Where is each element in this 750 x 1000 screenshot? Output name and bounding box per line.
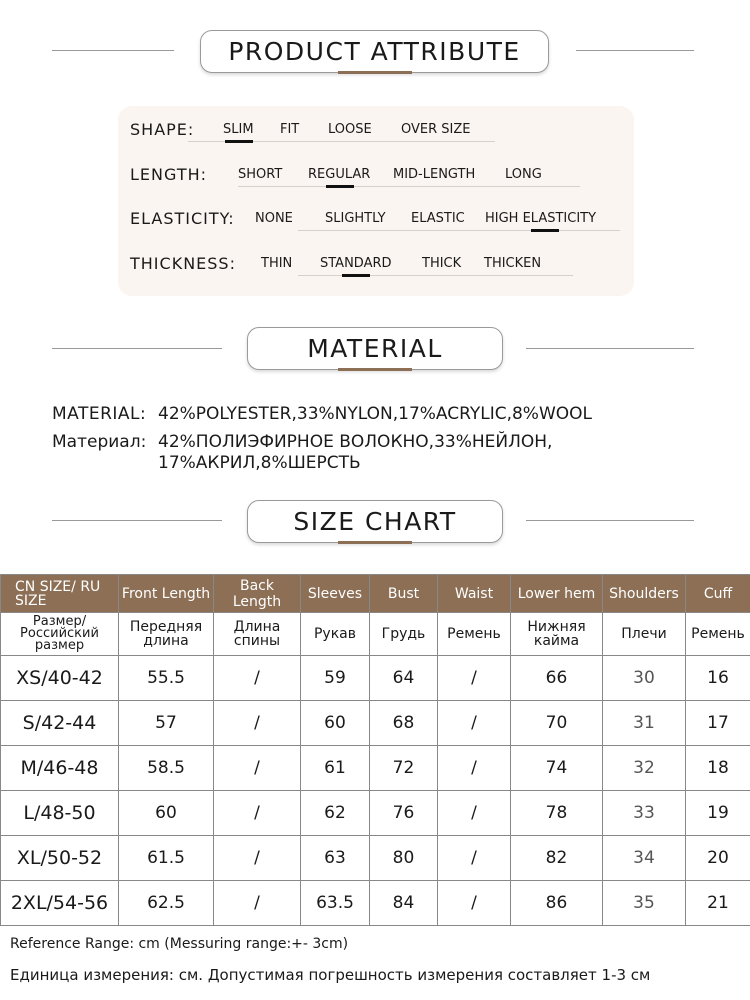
column-header: Front Length (119, 575, 214, 613)
column-header: Waist (438, 575, 511, 613)
table-cell: 62.5 (119, 881, 214, 926)
table-row (1, 791, 750, 836)
divider (526, 520, 694, 521)
attribute-option: OVER SIZE (401, 122, 471, 137)
table-cell: 66 (511, 656, 603, 701)
attribute-option: REGULAR (308, 167, 371, 182)
section-title-material (247, 327, 503, 370)
column-header: Bust (370, 575, 438, 613)
divider (52, 348, 222, 349)
attribute-option: MID-LENGTH (393, 167, 476, 182)
table-cell: 32 (603, 746, 686, 791)
attribute-option: SHORT (238, 167, 283, 182)
table-cell: 61 (301, 746, 370, 791)
attribute-line (298, 230, 620, 231)
attribute-option: ELASTIC (411, 211, 465, 226)
selected-indicator (531, 229, 559, 232)
divider (52, 520, 222, 521)
material-en-label: MATERIAL: (52, 404, 147, 424)
table-cell: 35 (603, 881, 686, 926)
title-accent-bar (338, 71, 412, 74)
table-cell: 84 (370, 881, 438, 926)
section-title-text: MATERIAL (307, 334, 443, 363)
attribute-panel (118, 106, 634, 296)
title-accent-bar (338, 541, 412, 544)
table-cell: XS/40-42 (1, 656, 119, 701)
table-cell: 16 (686, 656, 750, 701)
table-cell: 31 (603, 701, 686, 746)
divider (52, 50, 174, 51)
header-row-en (1, 575, 750, 613)
material-ru-value: 17%АКРИЛ,8%ШЕРСТЬ (158, 453, 361, 473)
table-cell: 63 (301, 836, 370, 881)
attribute-option: NONE (255, 211, 293, 226)
material-ru-value: 42%ПОЛИЭФИРНОЕ ВОЛОКНО,33%НЕЙЛОН, (158, 432, 553, 452)
divider (526, 348, 694, 349)
attribute-option: THICK (422, 256, 462, 271)
table-cell: S/42-44 (1, 701, 119, 746)
table-cell: 70 (511, 701, 603, 746)
table-cell: / (438, 701, 511, 746)
column-header-ru: Грудь (370, 613, 438, 656)
table-cell: 58.5 (119, 746, 214, 791)
column-header-ru: Передняя длина (119, 613, 214, 656)
table-cell: 34 (603, 836, 686, 881)
table-cell: 74 (511, 746, 603, 791)
table-cell: / (438, 791, 511, 836)
table-cell: / (438, 881, 511, 926)
table-cell: L/48-50 (1, 791, 119, 836)
table-cell: 18 (686, 746, 750, 791)
material-en-value: 42%POLYESTER,33%NYLON,17%ACRYLIC,8%WOOL (158, 404, 593, 424)
table-cell: 68 (370, 701, 438, 746)
column-header-ru: Ремень (438, 613, 511, 656)
section-title-text: PRODUCT ATTRIBUTE (228, 37, 521, 66)
table-cell: / (214, 836, 301, 881)
column-header-ru: Размер/ Российский размер (1, 613, 119, 656)
table-cell: 19 (686, 791, 750, 836)
table-cell: / (438, 656, 511, 701)
table-cell: / (214, 656, 301, 701)
column-header-ru: Ремень (686, 613, 750, 656)
column-header: Lower hem (511, 575, 603, 613)
selected-indicator (342, 274, 370, 277)
table-cell: 60 (119, 791, 214, 836)
attribute-option: HIGH ELASTICITY (485, 211, 597, 226)
attribute-line (298, 275, 573, 276)
attribute-option: SLIGHTLY (325, 211, 386, 226)
table-cell: 55.5 (119, 656, 214, 701)
attribute-label: LENGTH: (130, 165, 208, 184)
column-header-ru: Плечи (603, 613, 686, 656)
table-cell: / (214, 746, 301, 791)
attribute-label: THICKNESS: (130, 254, 236, 273)
header-row-ru (1, 613, 750, 656)
table-cell: 33 (603, 791, 686, 836)
section-title-size-chart (247, 500, 503, 543)
column-header-ru: Длина спины (214, 613, 301, 656)
material-ru-label: Материал: (52, 432, 147, 452)
table-cell: 82 (511, 836, 603, 881)
table-row (1, 701, 750, 746)
table-cell: 60 (301, 701, 370, 746)
table-row (1, 746, 750, 791)
column-header: CN SIZE/ RU SIZE (1, 575, 119, 613)
table-cell: 21 (686, 881, 750, 926)
attribute-option: THIN (261, 256, 293, 271)
section-title-text: SIZE CHART (293, 507, 457, 536)
selected-indicator (225, 140, 253, 143)
attribute-label: ELASTICITY: (130, 209, 235, 228)
attribute-option: LOOSE (328, 122, 372, 137)
table-cell: / (438, 836, 511, 881)
table-cell: 64 (370, 656, 438, 701)
table-cell: 57 (119, 701, 214, 746)
table-cell: / (214, 791, 301, 836)
attribute-line (238, 186, 580, 187)
table-cell: / (214, 701, 301, 746)
table-cell: 30 (603, 656, 686, 701)
column-header: Sleeves (301, 575, 370, 613)
table-cell: 80 (370, 836, 438, 881)
attribute-label: SHAPE: (130, 120, 195, 139)
column-header-ru: Нижняя кайма (511, 613, 603, 656)
size-chart-table (0, 574, 750, 926)
table-cell: 86 (511, 881, 603, 926)
attribute-option: FIT (280, 122, 300, 137)
table-row (1, 836, 750, 881)
table-cell: 17 (686, 701, 750, 746)
table-cell: 20 (686, 836, 750, 881)
table-cell: 63.5 (301, 881, 370, 926)
table-cell: M/46-48 (1, 746, 119, 791)
column-header: Shoulders (603, 575, 686, 613)
column-header-ru: Рукав (301, 613, 370, 656)
column-header: Cuff (686, 575, 750, 613)
attribute-option: LONG (505, 167, 542, 182)
column-header: Back Length (214, 575, 301, 613)
table-cell: 76 (370, 791, 438, 836)
attribute-option: STANDARD (320, 256, 392, 271)
footer-reference-ru: Единица измерения: см. Допустимая погрешность измерения составляет 1-3 см (10, 966, 651, 984)
selected-indicator (326, 185, 354, 188)
section-title-attribute (200, 30, 549, 73)
table-cell: / (438, 746, 511, 791)
table-row (1, 881, 750, 926)
table-cell: 72 (370, 746, 438, 791)
table-cell: 78 (511, 791, 603, 836)
footer-reference-en: Reference Range: cm (Messuring range:+- 3cm) (10, 936, 349, 952)
table-row (1, 656, 750, 701)
table-cell: XL/50-52 (1, 836, 119, 881)
divider (576, 50, 694, 51)
attribute-option: SLIM (223, 122, 254, 137)
table-cell: 62 (301, 791, 370, 836)
title-accent-bar (338, 368, 412, 371)
table-cell: 59 (301, 656, 370, 701)
attribute-option: THICKEN (484, 256, 542, 271)
table-cell: 2XL/54-56 (1, 881, 119, 926)
table-cell: 61.5 (119, 836, 214, 881)
table-cell: / (214, 881, 301, 926)
